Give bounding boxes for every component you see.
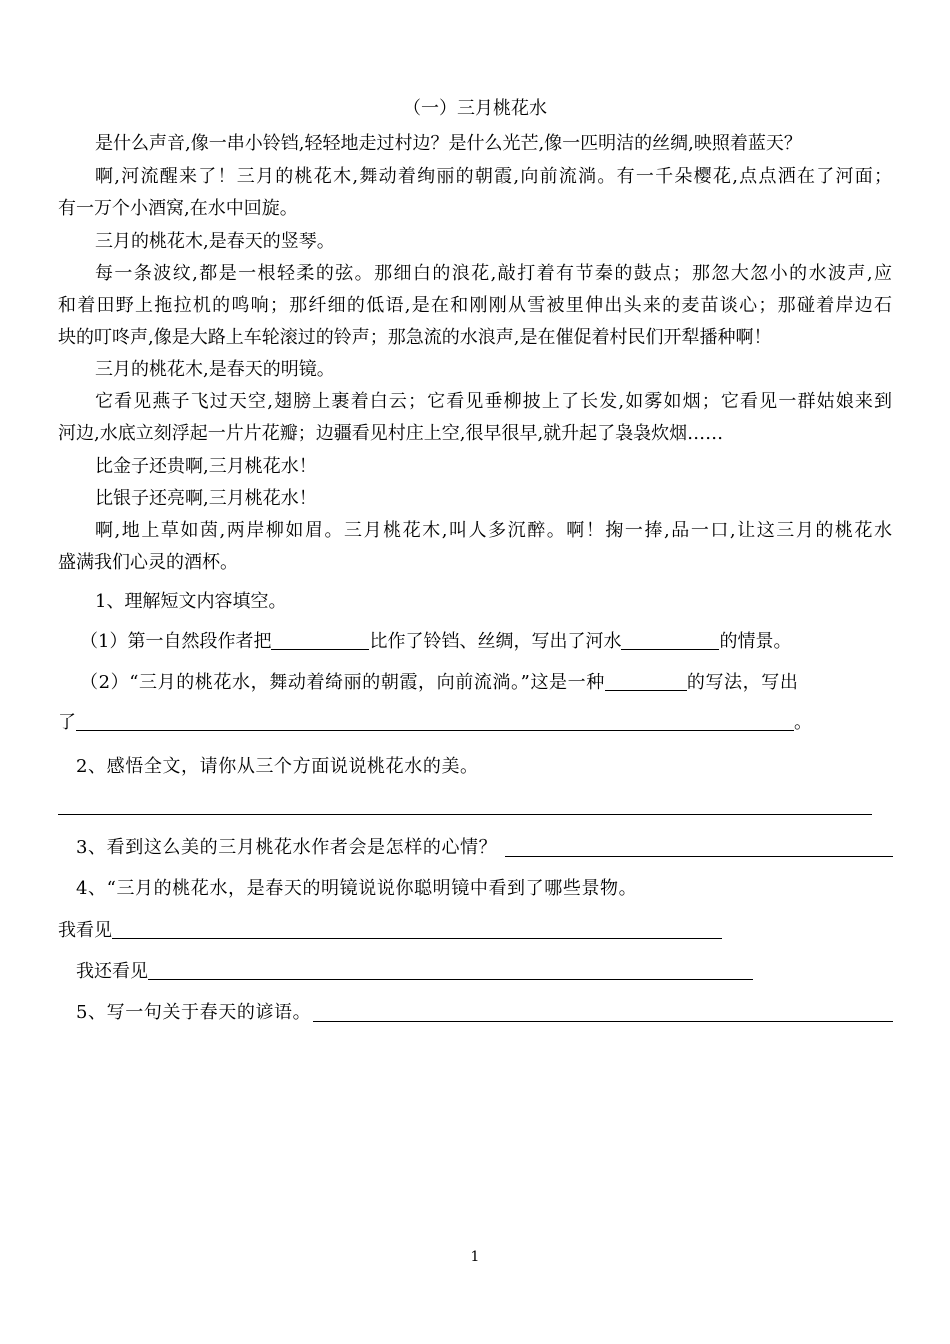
- question-1-1-text-a: （1）第一自然段作者把: [80, 631, 272, 652]
- passage-paragraph-2-line-2: 有一万个小酒窝,在水中回旋。: [58, 198, 298, 219]
- question-2: 2、感悟全文，请你从三个方面说说桃花水的美。: [76, 756, 479, 777]
- question-1-1-text-c: 的情景。: [719, 631, 792, 652]
- question-3: 3、看到这么美的三月桃花水作者会是怎样的心情？: [76, 837, 498, 858]
- question-1-2-text-b: 的写法，写出: [686, 672, 799, 693]
- question-1-1-text-b: 比作了铃铛、丝绸，写出了河水: [369, 631, 622, 652]
- question-4-also-see: [76, 960, 753, 984]
- question-1-2-text-a: （2）“三月的桃花水，舞动着绮丽的朝霞，向前流淌。”这是一种: [80, 672, 605, 693]
- passage-paragraph-6-line-1: 它看见燕子飞过天空,翅膀上裹着白云；它看见垂柳披上了长发,如雾如烟；它看见一群姑娘来到: [95, 391, 892, 412]
- passage-paragraph-8: 比银子还亮啊,三月桃花水！: [95, 488, 317, 509]
- answer-line-5[interactable]: [313, 1021, 893, 1022]
- passage-paragraph-5: 三月的桃花木,是春天的明镜。: [95, 359, 335, 380]
- passage-paragraph-4-line-1: 每一条波纹,都是一根轻柔的弦。那细白的浪花,敲打着有节秦的鼓点；那忽大忽小的水波声,应: [95, 263, 892, 284]
- passage-paragraph-3: 三月的桃花木,是春天的竖琴。: [95, 231, 335, 252]
- passage-paragraph-4-line-3: 块的叮咚声,像是大路上车轮滚过的铃声；那急流的水浪声,是在催促着村民们开犁播种啊！: [58, 327, 772, 348]
- passage-paragraph-9-line-1: 啊,地上草如茵,两岸柳如眉。三月桃花木,叫人多沉醉。啊！掬一捧,品一口,让这三月的桃花水: [95, 520, 892, 541]
- answer-blank-4-b[interactable]: [148, 961, 753, 980]
- question-5: 5、写一句关于春天的谚语。: [76, 1002, 312, 1023]
- answer-blank-1-1-b[interactable]: [621, 631, 719, 650]
- passage-paragraph-4-line-2: 和着田野上拖拉机的鸣响；那纤细的低语,是在和刚刚从雪被里伸出头来的麦苗谈心；那碰着岸边石: [58, 295, 892, 316]
- passage-paragraph-7: 比金子还贵啊,三月桃花水！: [95, 456, 317, 477]
- question-1-2: [80, 671, 798, 695]
- question-1: 1、理解短文内容填空。: [95, 591, 287, 612]
- page-title: （一）三月桃花水: [403, 98, 547, 119]
- question-4-see-label: 我看见: [58, 920, 112, 941]
- answer-line-3[interactable]: [505, 856, 893, 857]
- question-1-2-text-c: 了: [58, 712, 76, 733]
- question-4-also-see-label: 我还看见: [76, 961, 148, 982]
- page-number: 1: [470, 1249, 480, 1265]
- question-1-1: [80, 630, 791, 654]
- passage-paragraph-2-line-1: 啊,河流醒来了！三月的桃花木,舞动着绚丽的朝霞,向前流淌。有一千朵樱花,点点洒在了河面；: [95, 166, 892, 187]
- passage-paragraph-1: 是什么声音,像一串小铃铛,轻轻地走过村边？是什么光芒,像一匹明洁的丝绸,映照着蓝天？: [95, 133, 802, 154]
- answer-blank-1-1-a[interactable]: [271, 631, 369, 650]
- passage-paragraph-9-line-2: 盛满我们心灵的酒杯。: [58, 552, 238, 573]
- question-1-2-continued: [58, 711, 812, 735]
- answer-blank-4-a[interactable]: [112, 920, 722, 939]
- question-4-see: [58, 919, 722, 943]
- answer-line-2[interactable]: [58, 814, 872, 815]
- answer-blank-1-2-a[interactable]: [605, 672, 687, 691]
- question-4: 4、“三月的桃花水，是春天的明镜说说你聪明镜中看到了哪些景物。: [76, 878, 638, 899]
- answer-blank-1-2-b[interactable]: [76, 712, 794, 731]
- question-1-2-text-d: 。: [794, 712, 812, 733]
- passage-paragraph-6-line-2: 河边,水底立刻浮起一片片花瓣；边疆看见村庄上空,很早很早,就升起了袅袅炊烟……: [58, 423, 724, 444]
